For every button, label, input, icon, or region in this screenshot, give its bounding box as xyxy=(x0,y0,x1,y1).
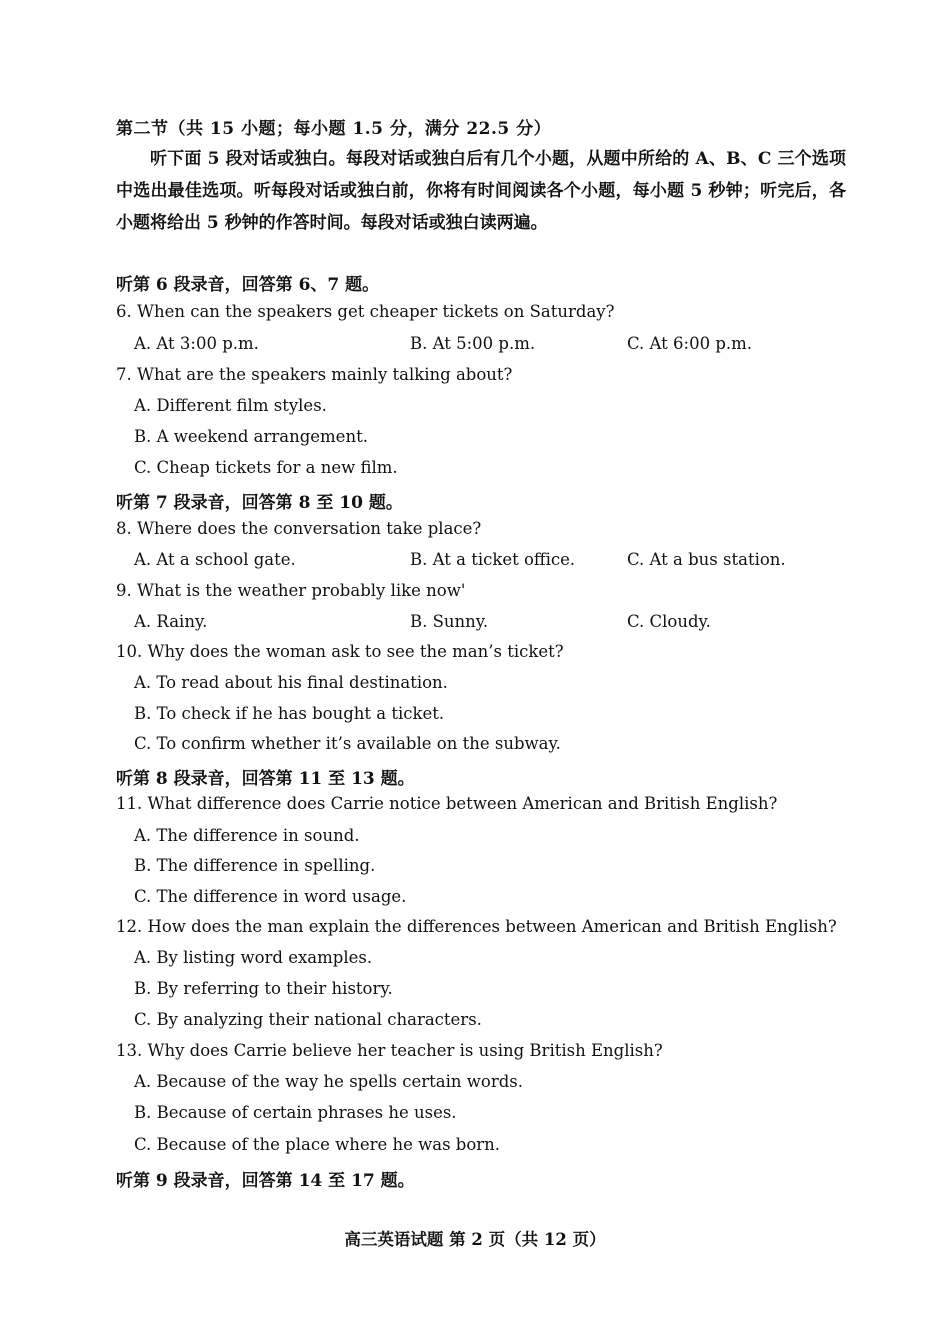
question-option: A. By listing word examples. xyxy=(134,948,373,967)
section-header: 第二节（共 15 小题；每小题 1.5 分，满分 22.5 分） xyxy=(116,119,552,139)
segment-instruction: 听第 8 段录音，回答第 11 至 13 题。 xyxy=(116,769,415,789)
question-stem: 13. Why does Carrie believe her teacher is using British English? xyxy=(116,1041,663,1060)
question-option: A. To read about his final destination. xyxy=(134,673,448,692)
question-option: C. To confirm whether it’s available on the subway. xyxy=(134,734,561,753)
question-option: C. At 6:00 p.m. xyxy=(627,334,753,353)
question-option: C. By analyzing their national characters. xyxy=(134,1010,482,1029)
question-option: B. Sunny. xyxy=(410,612,489,631)
question-option: B. To check if he has bought a ticket. xyxy=(134,704,445,723)
question-option: C. At a bus station. xyxy=(627,550,786,569)
question-option: A. At a school gate. xyxy=(134,550,296,569)
question-option: B. By referring to their history. xyxy=(134,979,393,998)
question-option: A. At 3:00 p.m. xyxy=(134,334,259,353)
question-option: A. Rainy. xyxy=(134,612,208,631)
question-option: A. The difference in sound. xyxy=(134,826,360,845)
page-footer: 高三英语试题 第 2 页（共 12 页） xyxy=(344,1230,606,1249)
question-stem: 10. Why does the woman ask to see the man’s ticket? xyxy=(116,642,564,661)
question-option: C. Because of the place where he was born. xyxy=(134,1135,501,1154)
question-option: B. At 5:00 p.m. xyxy=(410,334,536,353)
question-option: A. Different film styles. xyxy=(134,396,327,415)
question-option: A. Because of the way he spells certain words. xyxy=(134,1072,523,1091)
segment-instruction: 听第 7 段录音，回答第 8 至 10 题。 xyxy=(116,493,403,513)
question-option: B. The difference in spelling. xyxy=(134,856,376,875)
segment-instruction: 听第 9 段录音，回答第 14 至 17 题。 xyxy=(116,1171,415,1191)
question-option: C. The difference in word usage. xyxy=(134,887,407,906)
question-option: C. Cheap tickets for a new film. xyxy=(134,458,398,477)
question-option: B. At a ticket office. xyxy=(410,550,576,569)
question-option: C. Cloudy. xyxy=(627,612,711,631)
question-stem: 8. Where does the conversation take place? xyxy=(116,519,482,538)
question-stem: 6. When can the speakers get cheaper tickets on Saturday? xyxy=(116,302,615,321)
question-stem: 11. What difference does Carrie notice between American and British English? xyxy=(116,794,778,813)
question-stem: 12. How does the man explain the differences between American and British English? xyxy=(116,917,837,936)
section-instructions: 听下面 5 段对话或独白。每段对话或独白后有几个小题，从题中所给的 A、B、C 三个选项中选出最佳选项。听每段对话或独白前，你将有时间阅读各个小题，每小题 5 秒钟；听完后，各小题将给出 5 秒钟的作答时间。每段对话或独白读两遍。 xyxy=(116,149,846,233)
question-stem: 9. What is the weather probably like now' xyxy=(116,581,466,600)
question-option: B. A weekend arrangement. xyxy=(134,427,368,446)
question-stem: 7. What are the speakers mainly talking about? xyxy=(116,365,513,384)
segment-instruction: 听第 6 段录音，回答第 6、7 题。 xyxy=(116,275,380,295)
question-option: B. Because of certain phrases he uses. xyxy=(134,1103,457,1122)
